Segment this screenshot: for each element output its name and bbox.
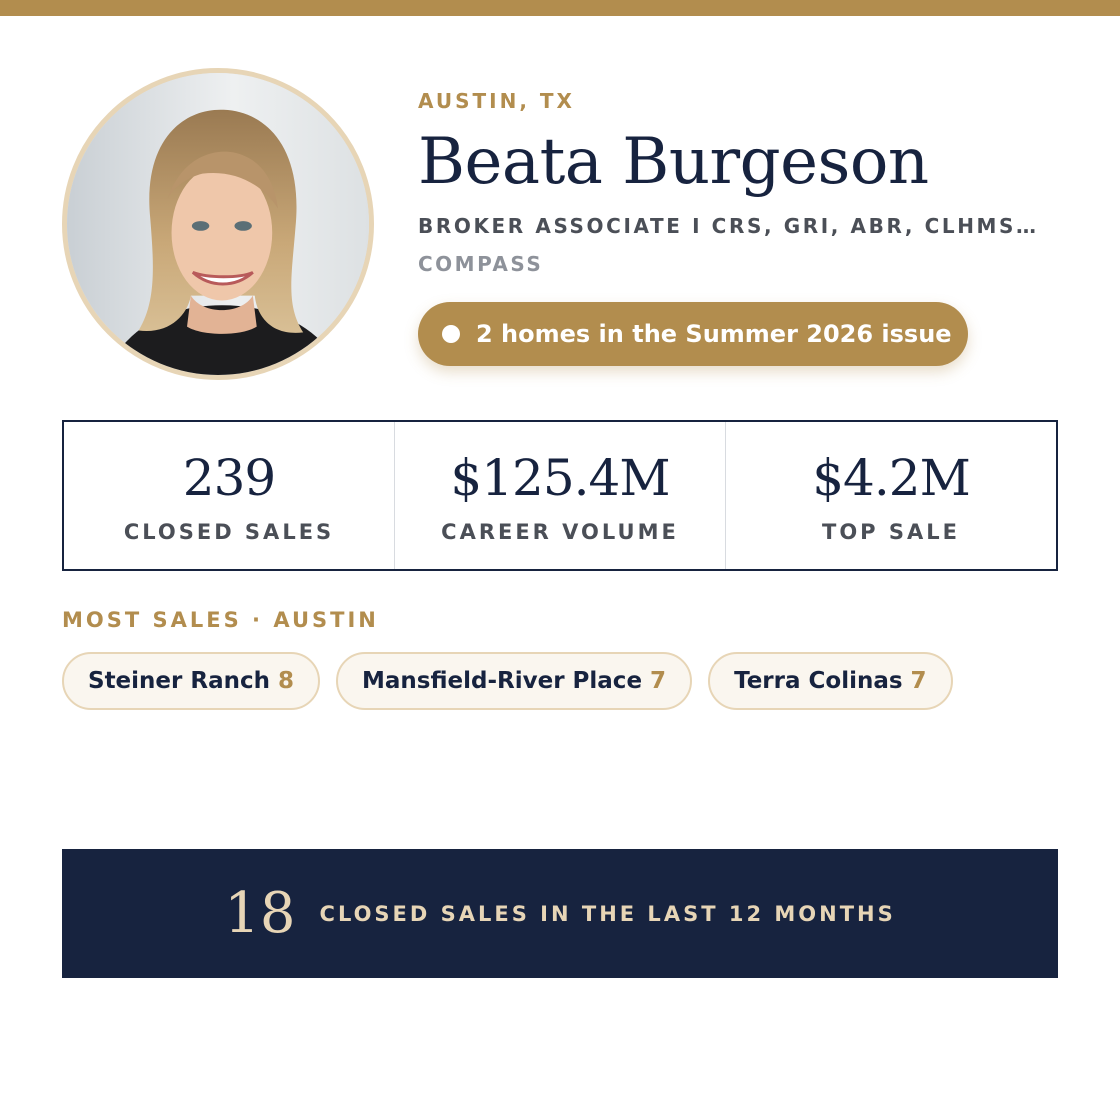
chip-terra-colinas[interactable]: [708, 652, 953, 710]
agent-photo: [62, 68, 374, 380]
top-accent-bar: [0, 0, 1120, 16]
most-sales-heading: MOST SALES · AUSTIN: [62, 608, 379, 632]
stat-value: $125.4M: [450, 449, 670, 507]
neighborhood-chips: [62, 652, 953, 710]
stat-value: 239: [182, 449, 276, 507]
recent-sales-label: CLOSED SALES IN THE LAST 12 MONTHS: [319, 901, 896, 926]
recent-sales-count: 18: [224, 880, 296, 946]
stat-label: CAREER VOLUME: [441, 520, 679, 544]
dot-icon: [442, 325, 460, 343]
issue-badge-label: 2 homes in the Summer 2026 issue: [476, 320, 952, 348]
chip-name: Mansfield-River Place: [362, 668, 643, 694]
stat-label: CLOSED SALES: [123, 520, 335, 544]
chip-count: 7: [910, 668, 927, 694]
chip-count: 8: [277, 668, 294, 694]
agent-location: AUSTIN, TX: [418, 89, 575, 113]
recent-sales-banner: [62, 849, 1058, 978]
agent-name: Beata Burgeson: [418, 125, 929, 199]
stat-closed-sales: [64, 422, 394, 569]
agent-brokerage: COMPASS: [418, 252, 544, 276]
chip-name: Steiner Ranch: [88, 668, 270, 694]
stats-panel: [62, 420, 1058, 571]
stat-value: $4.2M: [812, 449, 970, 507]
chip-steiner-ranch[interactable]: [62, 652, 320, 710]
chip-mansfield-river-place[interactable]: [336, 652, 692, 710]
stat-top-sale: [725, 422, 1056, 569]
stat-career-volume: [394, 422, 725, 569]
chip-count: 7: [650, 668, 667, 694]
agent-designations: BROKER ASSOCIATE I CRS, GRI, ABR, CLHMS…: [418, 214, 1039, 238]
stat-label: TOP SALE: [822, 520, 960, 544]
issue-badge[interactable]: [418, 302, 968, 366]
chip-name: Terra Colinas: [734, 668, 903, 694]
